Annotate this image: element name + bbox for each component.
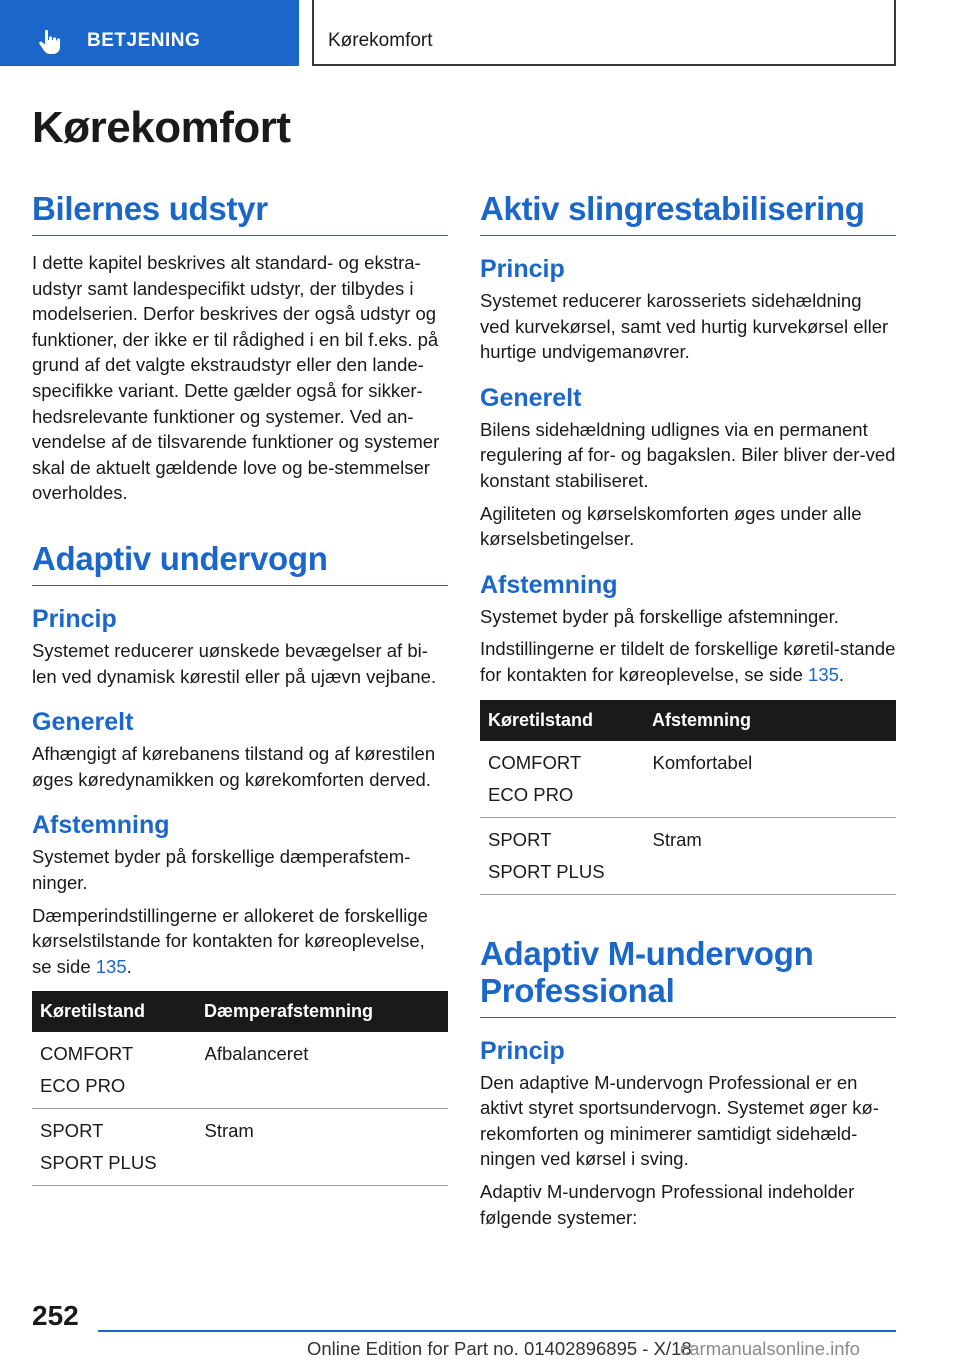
subheading-principle: Princip: [480, 1036, 565, 1065]
table-cell-value: Stram: [196, 1109, 448, 1186]
tuning-paragraph-2: [480, 636, 896, 687]
table-header-row: [480, 700, 896, 741]
subheading-general: Generelt: [480, 383, 582, 412]
tuning-text-end: .: [838, 663, 845, 685]
tuning-table: [480, 700, 896, 895]
section-title-m-chassis: Adaptiv M-undervogn Professional: [480, 935, 896, 1018]
table-cell-value: Komfortabel: [644, 741, 896, 818]
hand-pointer-icon: [36, 28, 64, 56]
tuning-text: Indstillingerne er tildelt de forskellige køretil-stande for kontakten for køreoplevelse, se side: [480, 638, 896, 685]
chapter-label: Kørekomfort: [328, 30, 433, 51]
section-title-adaptive-chassis: Adaptiv undervogn: [32, 540, 448, 586]
principle-paragraph: Systemet reducerer karosseriets sidehældning ved kurvekørsel, samt ved hurtig kurvekørsel eller hurtige undvigemanøvrer.: [480, 290, 889, 363]
table-cell-mode: [32, 1109, 196, 1186]
subheading-tuning: Afstemning: [480, 570, 618, 599]
table-header-mode: Køretilstand: [32, 991, 196, 1032]
tuning-paragraph-1: Systemet byder på forskellige dæmperafstem-ninger.: [32, 846, 411, 893]
watermark-text: carmanualsonline.info: [680, 1338, 860, 1359]
right-column: [480, 190, 896, 1237]
subheading-general: Generelt: [32, 708, 134, 737]
page-title: Kørekomfort: [32, 103, 291, 152]
mode-line: SPORT: [40, 1120, 104, 1142]
page-header: [0, 0, 960, 66]
table-header-damper: Dæmperafstemning: [196, 991, 448, 1032]
page-link[interactable]: 135: [808, 663, 839, 685]
mode-line: SPORT PLUS: [488, 860, 605, 882]
equipment-paragraph: I dette kapitel beskrives alt standard- og ekstra-udstyr samt landespecifikt udstyr, der tilbydes i modelserien. Derfor beskrives der også udstyr og funktioner, der ikke er til rådighed i en bil f.eks. på grund af det valgte ekstraudstyr eller den lande-specifikke variant. Dette gælder også for sikker-hedsrelevante funktioner og systemer. Ved an-vendelse af de tilsvarende funktioner og systemer skal de aktuelt gældende love og be-stemmelser overholdes.: [32, 252, 440, 504]
general-paragraph-1: Bilens sidehældning udlignes via en permanent regulering af for- og bagakslen. Biler bliver der-ved konstant stabiliseret.: [480, 418, 896, 491]
tuning-paragraph-1: Systemet byder på forskellige afstemninger.: [480, 605, 839, 627]
table-row: [480, 817, 896, 894]
m-chassis-paragraph-1: Den adaptive M-undervogn Professional er en aktivt styret sportsundervogn. Systemet øger kø-rekomforten og minimerer samtidigt sidehæld-ningen ved kørsel i sving.: [480, 1071, 879, 1170]
general-paragraph-2: Agiliteten og kørselskomforten øges under alle kørselsbetingelser.: [480, 502, 862, 550]
section-tab[interactable]: [0, 0, 299, 66]
tuning-paragraph-2: [32, 903, 448, 980]
footer-divider: [98, 1330, 896, 1332]
table-header-tuning: Afstemning: [644, 700, 896, 741]
chapter-tab[interactable]: [312, 0, 896, 66]
table-row: [480, 741, 896, 818]
principle-paragraph: Systemet reducerer uønskede bevægelser af bi-len ved dynamisk kørestil eller på ujævn vejbane.: [32, 639, 437, 687]
table-row: [32, 1109, 448, 1186]
page-number: 252: [32, 1300, 79, 1331]
subheading-tuning: Afstemning: [32, 811, 170, 840]
section-title-equipment: Bilernes udstyr: [32, 190, 448, 236]
table-cell-mode: [32, 1032, 196, 1109]
tuning-text: Dæmperindstillingerne er allokeret de forskellige kørselstilstande for kontakten for køreoplevelse, se side: [32, 904, 428, 977]
general-paragraph: Afhængigt af kørebanens tilstand og af kørestilen øges køredynamikken og kørekomforten derved.: [32, 743, 436, 790]
mode-line: COMFORT: [40, 1043, 134, 1065]
subheading-principle: Princip: [480, 255, 565, 283]
left-column: [32, 190, 448, 1186]
table-row: [32, 1032, 448, 1109]
table-cell-value: Afbalanceret: [196, 1032, 448, 1109]
section-label: BETJENING: [87, 30, 201, 51]
mode-line: ECO PRO: [40, 1075, 126, 1097]
section-title-roll-stabilization: Aktiv slingrestabilisering: [480, 190, 896, 236]
table-cell-value: Stram: [644, 817, 896, 894]
edition-text: Online Edition for Part no. 01402896895 - X/18: [307, 1338, 692, 1359]
table-header-mode: Køretilstand: [480, 700, 644, 741]
mode-line: COMFORT: [488, 751, 582, 773]
mode-line: SPORT: [488, 828, 552, 850]
subheading-principle: Princip: [32, 604, 117, 633]
tuning-text-end: .: [126, 955, 132, 977]
table-header-row: [32, 991, 448, 1032]
m-chassis-paragraph-2: Adaptiv M-undervogn Professional indeholder følgende systemer:: [480, 1180, 855, 1228]
table-cell-mode: [480, 741, 644, 818]
mode-line: SPORT PLUS: [40, 1152, 157, 1174]
damper-table: [32, 991, 448, 1186]
mode-line: ECO PRO: [488, 783, 574, 805]
page-link[interactable]: 135: [95, 955, 127, 977]
table-cell-mode: [480, 817, 644, 894]
